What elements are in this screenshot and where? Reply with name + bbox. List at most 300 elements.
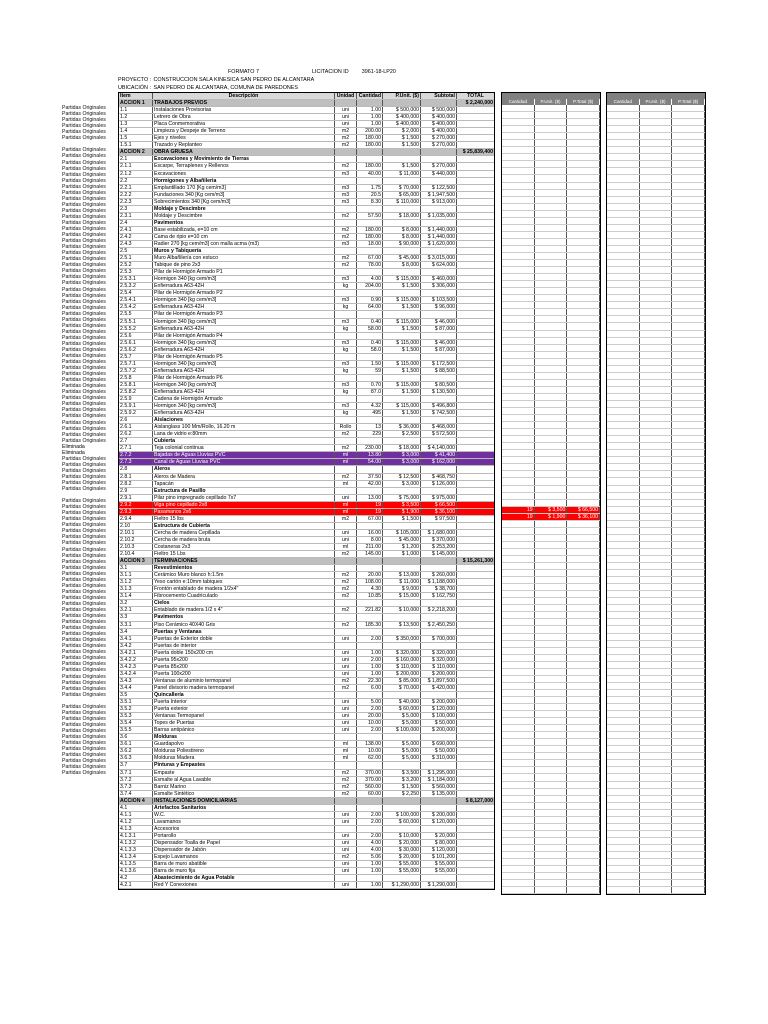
cell-tot bbox=[457, 586, 494, 592]
side-cell bbox=[502, 338, 535, 344]
cell-item: ACCION 2 bbox=[119, 149, 153, 155]
side-cell bbox=[640, 711, 673, 717]
side-cell bbox=[535, 436, 568, 442]
table-row bbox=[119, 699, 494, 706]
cell-unit: m2 bbox=[335, 255, 357, 261]
cell-item: 4.1.3.3 bbox=[119, 847, 153, 853]
side-row bbox=[502, 570, 600, 577]
cell-desc: Fundaciones 340 [Kg cem/m3] bbox=[153, 192, 335, 198]
side-row bbox=[607, 316, 705, 323]
cell-sub: $ 1,947,500 bbox=[421, 192, 457, 198]
cell-item: 3.5.5 bbox=[119, 727, 153, 733]
side-cell bbox=[502, 598, 535, 604]
row-status-label: Partidas Originales bbox=[62, 371, 106, 378]
cell-tot bbox=[457, 403, 494, 409]
side-cell bbox=[535, 570, 568, 576]
cell-tot bbox=[457, 135, 494, 141]
cell-sub: $ 88,500 bbox=[421, 368, 457, 374]
side-cell bbox=[640, 577, 673, 583]
cell-pu bbox=[383, 100, 421, 106]
cell-sub: $ 162,750 bbox=[421, 593, 457, 599]
side-row bbox=[607, 683, 705, 690]
side-row bbox=[502, 739, 600, 746]
table-row bbox=[119, 727, 494, 734]
cell-qty bbox=[357, 178, 383, 184]
side-cell bbox=[567, 711, 600, 717]
cell-desc: Cama de ripio e=10 cm bbox=[153, 234, 335, 240]
cell-qty: 2.00 bbox=[357, 819, 383, 825]
table-row bbox=[119, 326, 494, 333]
side-cell bbox=[502, 464, 535, 470]
cell-qty: 2.00 bbox=[357, 706, 383, 712]
side-cell bbox=[607, 739, 640, 745]
cell-unit: m2 bbox=[335, 128, 357, 134]
side-cell bbox=[535, 598, 568, 604]
side-row bbox=[502, 366, 600, 373]
side-cell bbox=[535, 147, 568, 153]
side-cell bbox=[567, 309, 600, 315]
cell-desc: Aleros bbox=[153, 466, 335, 472]
side-row bbox=[607, 331, 705, 338]
side-cell bbox=[502, 880, 535, 886]
cell-qty bbox=[357, 805, 383, 811]
side-row bbox=[607, 556, 705, 563]
cell-desc: TRABAJOS PREVIOS bbox=[153, 100, 335, 106]
side-cell bbox=[672, 295, 705, 301]
side-cell bbox=[607, 190, 640, 196]
side-cell bbox=[535, 443, 568, 449]
side-row bbox=[502, 676, 600, 683]
cell-item: 3.4.1 bbox=[119, 636, 153, 642]
row-status-label: Partidas Originales bbox=[62, 679, 106, 686]
side-cell bbox=[607, 634, 640, 640]
cell-pu: $ 30,000 bbox=[383, 847, 421, 853]
side-cell bbox=[640, 810, 673, 816]
side-row bbox=[607, 429, 705, 436]
table-row bbox=[119, 248, 494, 255]
side-row bbox=[502, 704, 600, 711]
side-row bbox=[502, 831, 600, 838]
row-status-label: Partidas Originales bbox=[62, 534, 106, 541]
cell-tot bbox=[457, 861, 494, 867]
side-cell bbox=[672, 429, 705, 435]
cell-pu bbox=[383, 558, 421, 564]
side-cell bbox=[535, 450, 568, 456]
cell-sub bbox=[421, 798, 457, 804]
side-row bbox=[607, 521, 705, 528]
cell-desc: Enfierradura A63-42H bbox=[153, 389, 335, 395]
side-row bbox=[607, 309, 705, 316]
cell-sub: $ 460,000 bbox=[421, 276, 457, 282]
row-status-label: Partidas Originales bbox=[62, 389, 106, 396]
cell-qty: 10.85 bbox=[357, 593, 383, 599]
side-cell bbox=[535, 380, 568, 386]
cell-tot bbox=[457, 678, 494, 684]
side-row bbox=[607, 422, 705, 429]
side-cell bbox=[672, 154, 705, 160]
cell-pu bbox=[383, 178, 421, 184]
cell-desc: Hormigon 340 [kg cem/m3] bbox=[153, 403, 335, 409]
side-row bbox=[607, 612, 705, 619]
side-cell bbox=[535, 253, 568, 259]
cell-pu bbox=[383, 375, 421, 381]
side-row bbox=[502, 887, 600, 894]
side-cell bbox=[535, 634, 568, 640]
side-row bbox=[607, 302, 705, 309]
cell-desc: Excavaciones bbox=[153, 171, 335, 177]
cell-qty bbox=[357, 290, 383, 296]
side-cell bbox=[672, 373, 705, 379]
cell-unit bbox=[335, 417, 357, 423]
side-cell bbox=[640, 852, 673, 858]
side-cell bbox=[640, 204, 673, 210]
side-row bbox=[502, 401, 600, 408]
side-cell bbox=[607, 563, 640, 569]
cell-unit bbox=[335, 805, 357, 811]
row-status-label: Partidas Originales bbox=[62, 691, 106, 698]
cell-unit: uni bbox=[335, 833, 357, 839]
side-cell bbox=[535, 817, 568, 823]
cell-sub: $ 700,000 bbox=[421, 636, 457, 642]
cell-desc: Excavaciones y Movimiento de Tierras bbox=[153, 156, 335, 162]
row-status-label: Partidas Originales bbox=[62, 516, 106, 523]
side-row bbox=[607, 676, 705, 683]
cell-qty: 230.00 bbox=[357, 445, 383, 451]
side-cell bbox=[567, 591, 600, 597]
side-cell bbox=[640, 338, 673, 344]
cell-tot bbox=[457, 530, 494, 536]
side-cell bbox=[607, 309, 640, 315]
side-row bbox=[502, 246, 600, 253]
cell-item: 4.1.3.2 bbox=[119, 840, 153, 846]
cell-unit bbox=[335, 643, 357, 649]
side-cell bbox=[640, 584, 673, 590]
cell-tot bbox=[457, 734, 494, 740]
row-status-label: Partidas Originales bbox=[62, 631, 106, 638]
row-status-label: Partidas Originales bbox=[62, 540, 106, 547]
cell-qty: 62.00 bbox=[357, 755, 383, 761]
cell-sub bbox=[421, 614, 457, 620]
side-row bbox=[607, 626, 705, 633]
side-cell bbox=[535, 486, 568, 492]
cell-tot: $ 15,261,300 bbox=[462, 558, 493, 565]
cell-tot bbox=[457, 755, 494, 761]
cell-item: 2.5.8 bbox=[119, 375, 153, 381]
side-row bbox=[502, 359, 600, 366]
side-row bbox=[607, 366, 705, 373]
project-name: CONSTRUCCION SALA KINESICA SAN PEDRO DE ALCANTARA bbox=[153, 77, 315, 83]
side-cell bbox=[535, 316, 568, 322]
cell-qty: 20.00 bbox=[357, 713, 383, 719]
side-cell bbox=[607, 845, 640, 851]
cell-unit: ml bbox=[335, 748, 357, 754]
side-cell bbox=[502, 760, 535, 766]
side-cell bbox=[672, 887, 705, 893]
table-row bbox=[119, 812, 494, 819]
side-cell bbox=[567, 394, 600, 400]
cell-unit: m3 bbox=[335, 340, 357, 346]
side-cell bbox=[640, 154, 673, 160]
cell-qty: 221.82 bbox=[357, 607, 383, 613]
cell-unit bbox=[335, 523, 357, 529]
side-cell bbox=[607, 852, 640, 858]
table-row bbox=[119, 600, 494, 607]
side-cell bbox=[607, 175, 640, 181]
row-status-label: Partidas Originales bbox=[62, 685, 106, 692]
cell-sub: $ 55,000 bbox=[421, 861, 457, 867]
cell-unit: m2 bbox=[335, 579, 357, 585]
side-cell bbox=[607, 239, 640, 245]
side-row bbox=[502, 183, 600, 190]
cell-qty: 4.30 bbox=[357, 586, 383, 592]
side-cell bbox=[535, 295, 568, 301]
cell-tot bbox=[457, 523, 494, 529]
side-cell bbox=[640, 486, 673, 492]
side-cell bbox=[607, 331, 640, 337]
side-cell bbox=[502, 211, 535, 217]
cell-item: 2.5.4.2 bbox=[119, 304, 153, 310]
side-cell bbox=[672, 521, 705, 527]
cell-qty: 180.00 bbox=[357, 227, 383, 233]
cell-sub: $ 135,000 bbox=[421, 791, 457, 797]
side-cell bbox=[607, 429, 640, 435]
side-cell bbox=[535, 789, 568, 795]
cell-pu: $ 3,500 bbox=[383, 502, 421, 508]
cell-item: 3.7.1 bbox=[119, 770, 153, 776]
cell-sub: $ 97,500 bbox=[421, 516, 457, 522]
side-row bbox=[607, 831, 705, 838]
table-row bbox=[119, 488, 494, 495]
cell-pu bbox=[383, 488, 421, 494]
cell-pu: $ 100,000 bbox=[383, 727, 421, 733]
cell-sub: $ 110,000 bbox=[421, 664, 457, 670]
side-row bbox=[607, 563, 705, 570]
cell-tot bbox=[457, 706, 494, 712]
side-cell bbox=[502, 796, 535, 802]
cell-desc: Ventanas Termopanel bbox=[153, 713, 335, 719]
side-cell bbox=[502, 817, 535, 823]
side-cell bbox=[607, 711, 640, 717]
cell-item: 4.1.3.1 bbox=[119, 833, 153, 839]
side-cell bbox=[567, 154, 600, 160]
cell-unit: m2 bbox=[335, 142, 357, 148]
cell-pu bbox=[383, 565, 421, 571]
side-cell bbox=[672, 190, 705, 196]
cell-tot bbox=[457, 777, 494, 783]
side-cell bbox=[502, 267, 535, 273]
cell-sub bbox=[421, 375, 457, 381]
cell-pu: $ 8,000 bbox=[383, 262, 421, 268]
cell-unit: m2 bbox=[335, 234, 357, 240]
cell-qty: 560.00 bbox=[357, 784, 383, 790]
table-row bbox=[119, 368, 494, 375]
side-row bbox=[502, 873, 600, 880]
side-cell bbox=[535, 274, 568, 280]
side-cell bbox=[535, 760, 568, 766]
side-cell bbox=[607, 641, 640, 647]
row-status-label: Partidas Originales bbox=[62, 213, 106, 220]
side-cell bbox=[672, 655, 705, 661]
side-cell bbox=[535, 605, 568, 611]
cell-desc: Pavimentos bbox=[153, 614, 335, 620]
cell-qty bbox=[357, 417, 383, 423]
side-cell bbox=[502, 521, 535, 527]
side-row bbox=[607, 704, 705, 711]
cell-tot bbox=[457, 784, 494, 790]
table-row bbox=[119, 297, 494, 304]
side-cell bbox=[567, 676, 600, 682]
side-cell bbox=[640, 211, 673, 217]
side-cell bbox=[502, 634, 535, 640]
form-label: FORMATO 7 bbox=[228, 69, 259, 75]
cell-tot bbox=[457, 474, 494, 480]
side-cell bbox=[567, 260, 600, 266]
side-cell bbox=[567, 845, 600, 851]
side-cell bbox=[535, 718, 568, 724]
table-row bbox=[119, 262, 494, 269]
side-row bbox=[502, 810, 600, 817]
side-cell bbox=[567, 429, 600, 435]
cell-unit bbox=[335, 558, 357, 564]
cell-tot bbox=[457, 727, 494, 733]
side-cell bbox=[672, 232, 705, 238]
side-cell bbox=[567, 140, 600, 146]
cell-tot bbox=[457, 622, 494, 628]
col-pu-header: P.Unit. ($) bbox=[383, 93, 421, 99]
side-cell bbox=[567, 852, 600, 858]
side-cell bbox=[535, 577, 568, 583]
side-row bbox=[607, 739, 705, 746]
cell-pu: $ 9,000 bbox=[383, 586, 421, 592]
side-cell bbox=[535, 648, 568, 654]
cell-tot bbox=[457, 882, 494, 888]
cell-sub bbox=[421, 692, 457, 698]
cell-pu: $ 5,000 bbox=[383, 720, 421, 726]
side-cell bbox=[640, 464, 673, 470]
side-cell bbox=[535, 126, 568, 132]
side-cell bbox=[640, 478, 673, 484]
cell-item: 2.5.3.2 bbox=[119, 283, 153, 289]
side-row bbox=[502, 204, 600, 211]
side-cell bbox=[640, 514, 673, 520]
side-cell bbox=[607, 549, 640, 555]
side-cell bbox=[502, 648, 535, 654]
side-cell bbox=[535, 239, 568, 245]
cell-tot bbox=[457, 262, 494, 268]
row-status-label: Partidas Originales bbox=[62, 486, 106, 493]
cell-item: 3.5.3 bbox=[119, 713, 153, 719]
side-cell bbox=[672, 648, 705, 654]
side-cell bbox=[567, 464, 600, 470]
cell-unit: m2 bbox=[335, 135, 357, 141]
cell-desc: Tabique de pino 2x3 bbox=[153, 262, 335, 268]
cell-item: 2.5.6.2 bbox=[119, 347, 153, 353]
row-status-label: Partidas Originales bbox=[62, 764, 106, 771]
side-cell bbox=[567, 521, 600, 527]
tender-label: LICITACION ID bbox=[311, 69, 349, 75]
row-status-label: Partidas Originales bbox=[62, 619, 106, 626]
cell-tot bbox=[457, 368, 494, 374]
row-status-label: Partidas Originales bbox=[62, 292, 106, 299]
cell-unit bbox=[335, 614, 357, 620]
side-panel-2 bbox=[606, 92, 706, 895]
cell-pu: $ 200,000 bbox=[383, 671, 421, 677]
row-status-label: Partidas Originales bbox=[62, 522, 106, 529]
side-cell bbox=[640, 345, 673, 351]
cell-item: 2.9 bbox=[119, 488, 153, 494]
side-cell bbox=[672, 105, 705, 111]
cell-qty bbox=[357, 875, 383, 881]
side-cell bbox=[567, 662, 600, 668]
side-cell bbox=[640, 556, 673, 562]
cell-unit: uni bbox=[335, 868, 357, 874]
row-status-label: Partidas Originales bbox=[62, 153, 106, 160]
side-cell bbox=[640, 704, 673, 710]
side-cell bbox=[567, 641, 600, 647]
cell-desc: Canal de Aguas Lluvias PVC bbox=[153, 459, 335, 465]
row-status-label: Partidas Originales bbox=[62, 528, 106, 535]
cell-qty: 10.00 bbox=[357, 720, 383, 726]
side-cell bbox=[502, 753, 535, 759]
cell-sub bbox=[421, 220, 457, 226]
side-cell bbox=[672, 563, 705, 569]
cell-sub: $ 1,440,000 bbox=[421, 234, 457, 240]
side-cell bbox=[607, 514, 640, 520]
cell-qty: 42.00 bbox=[357, 481, 383, 487]
table-row bbox=[119, 241, 494, 248]
cell-unit bbox=[335, 466, 357, 472]
cell-qty: 180.00 bbox=[357, 234, 383, 240]
side-cell bbox=[672, 183, 705, 189]
side-cell bbox=[567, 281, 600, 287]
side-row bbox=[607, 450, 705, 457]
cell-desc: Puertas de interior bbox=[153, 643, 335, 649]
cell-item: 3.2 bbox=[119, 600, 153, 606]
side-cell bbox=[502, 190, 535, 196]
side-cell bbox=[640, 471, 673, 477]
side-row bbox=[607, 359, 705, 366]
row-status-label: Partidas Originales bbox=[62, 183, 106, 190]
side-cell bbox=[567, 577, 600, 583]
cell-desc: Enfierradura A63-42H bbox=[153, 283, 335, 289]
side-row bbox=[607, 866, 705, 873]
row-status-label: Partidas Originales bbox=[62, 413, 106, 420]
cell-tot bbox=[457, 255, 494, 261]
side-cell bbox=[502, 105, 535, 111]
cell-tot bbox=[457, 629, 494, 635]
cell-sub: $ 122,500 bbox=[421, 185, 457, 191]
cell-pu: $ 10,000 bbox=[383, 833, 421, 839]
cell-qty: 0.90 bbox=[357, 297, 383, 303]
cell-desc: Aislaciones bbox=[153, 417, 335, 423]
side-row bbox=[607, 239, 705, 246]
table-row bbox=[119, 192, 494, 199]
cell-desc: Pavimentos bbox=[153, 220, 335, 226]
cell-tot bbox=[457, 572, 494, 578]
cell-tot bbox=[457, 326, 494, 332]
cell-item: 2.6.1 bbox=[119, 424, 153, 430]
cell-sub: $ 120,000 bbox=[421, 819, 457, 825]
cell-qty: 54.00 bbox=[357, 459, 383, 465]
side-row bbox=[607, 662, 705, 669]
cell-sub: $ 50,000 bbox=[421, 720, 457, 726]
side-row bbox=[502, 323, 600, 330]
side-cell bbox=[640, 626, 673, 632]
cell-pu: $ 110,000 bbox=[383, 664, 421, 670]
side-row bbox=[607, 732, 705, 739]
side-cell bbox=[607, 295, 640, 301]
side-row bbox=[607, 760, 705, 767]
